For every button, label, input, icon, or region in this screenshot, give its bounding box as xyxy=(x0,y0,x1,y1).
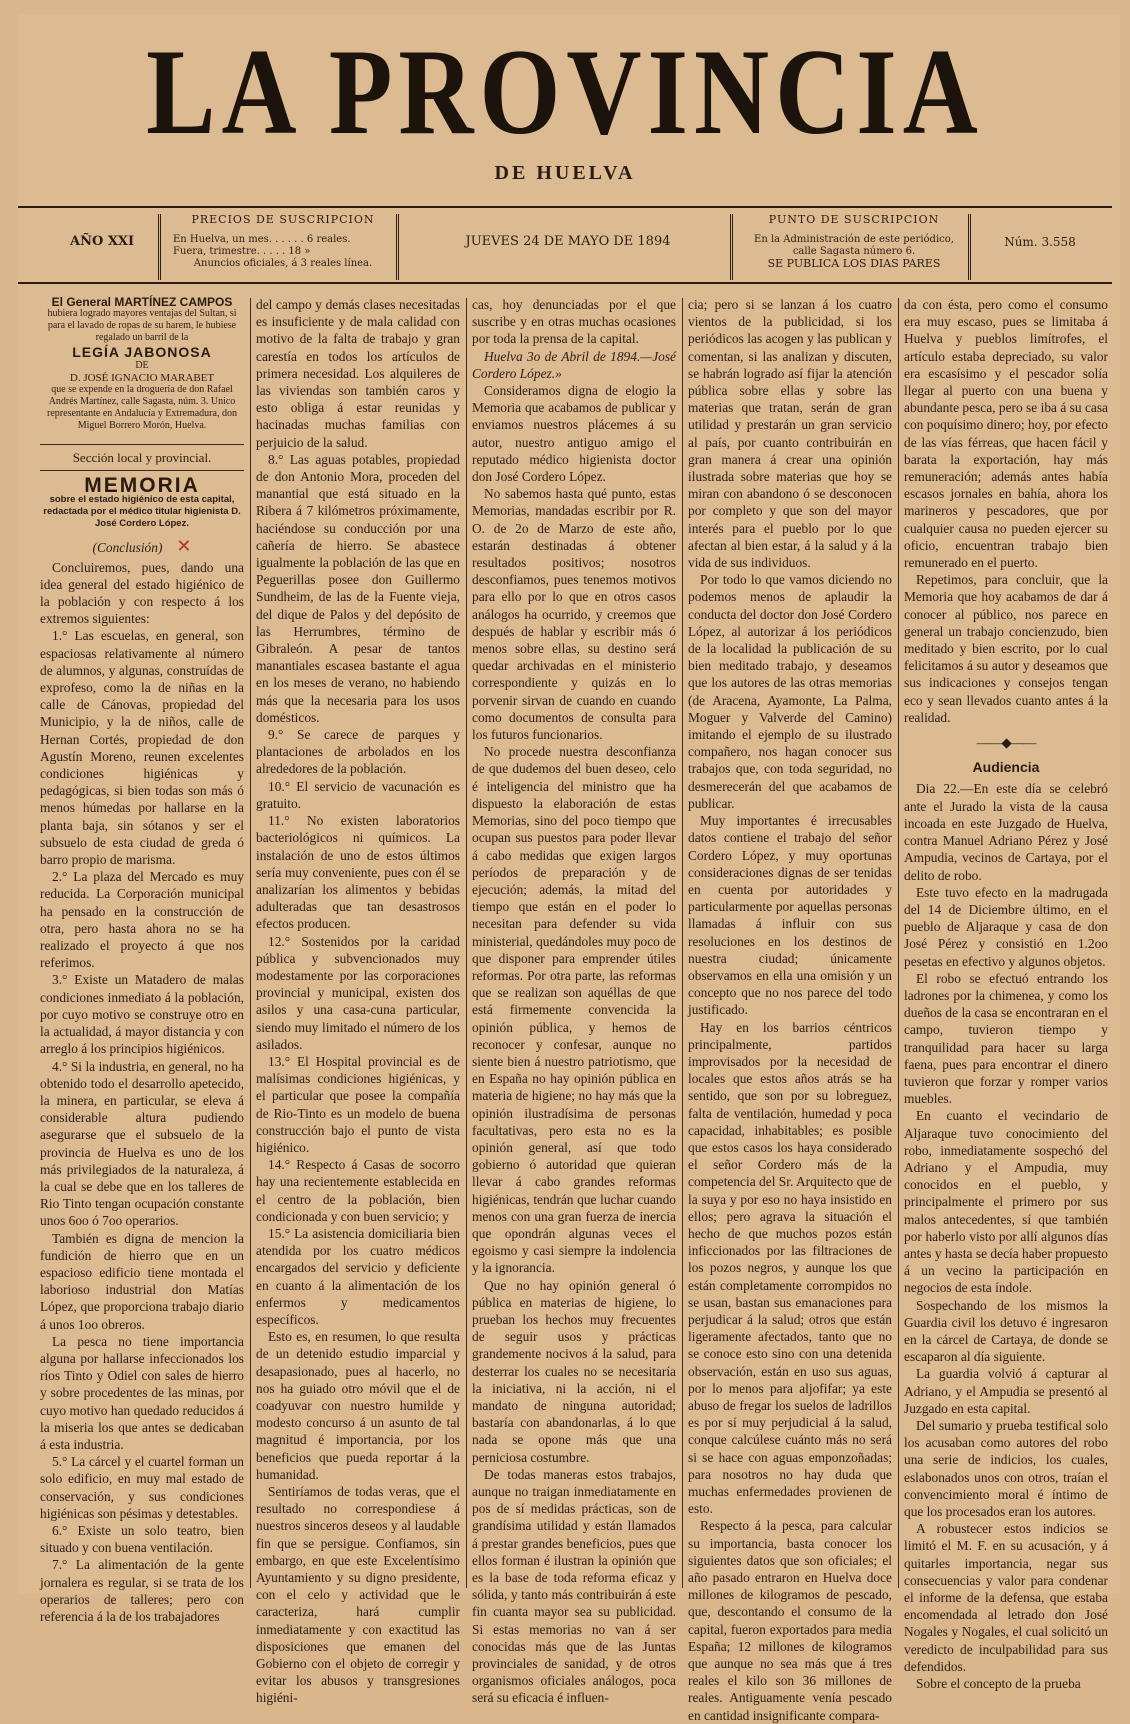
paragraph: cas, hoy denunciadas por el que suscribe y en otras muchas ocasiones por toda la prensa de la capital. xyxy=(472,297,676,347)
paragraph: No sabemos hasta qué punto, estas Memorias, mandadas escribir por R. O. de 2o de Marzo de este año, estarán destinadas á obtener resultados positivos; nosotros desconfiamos, pues tenemos motivos para ello por lo que en otros casos análogos ha ocurrido, y creemos que después de hablar y escribir más ó menos sobre ellas, su destino será quedar archivadas en el ministerio correspondiente y quizás en lo porvenir sirvan de cuando en cuando como documentos de consulta para los futuros funcionarios. xyxy=(472,486,676,743)
paragraph: De todas maneras estos trabajos, aunque no traigan inmediatamente en pos de sí medidas prácticas, son de grandísima utilidad y están llamados á prestar grandes beneficios, pues que ellos forman é ilustran la opinión que es la base de toda reforma eficaz y sólida, y tanto más contribuirán á este fin cuanta mayor sea su publicidad. Si estas memorias no van á ser conocidas más que de las Juntas provinciales de sanidad, y de otros organismos oficiales análogos, poca será su eficacia é influen- xyxy=(472,1466,676,1706)
paragraph: cia; pero si se lanzan á los cuatro vientos de la publicidad, si los periódicos las acogen y las publican y comentan, si las analizan y discuten, se habrán logrado así fijar la atención pública sobre ellas y sobre las materias que tratan, serán de gran utilidad y prestarán un gran servicio al país, por cuanto contribuirán en gran manera á crear una opinión ilustrada sobre materias que hoy se miran con abandono ó se desconocen por completo y que son del mayor interés para el pueblo por lo que afectan al bien estar, á la salud y á la vida de sus individuos. xyxy=(688,297,892,571)
paragraph: La pesca no tiene importancia alguna por hallarse infeccionados los ríos Tinto y Odiel con sales de hierro y sobre procedentes de las minas, por cuyo motivo han quedado reducidos á la miseria los que antes se dedicaban á esta industria. xyxy=(40,1333,244,1452)
subscription-bar xyxy=(18,210,1112,280)
top-rule xyxy=(18,206,1112,208)
paragraph: 13.° El Hospital provincial es de malísimas condiciones higiénicas, y el particular que posee la compañía de Rio-Tinto es un modelo de buena construcción bajo el punto de vista higiénico. xyxy=(256,1053,460,1155)
ad-text: hubiera logrado mayores ventajas del Sultan, si para el lavado de ropas de su harem, le hubiese regalado un barril de la xyxy=(47,308,237,343)
paragraph: Sospechando de los mismos la Guardia civil los detuvo é ingresaron en la cárcel de Cartaya, de donde se escaparon al día siguiente. xyxy=(904,1297,1108,1365)
ad-text: que se expende en la droguería de don Rafael Andrés Martínez, calle Sagasta, núm. 3. Unico representante en Andalucía y Extremadura, don Miguel Borrero Morón, Huelva. xyxy=(47,384,237,431)
column-divider xyxy=(682,298,683,1588)
ornament-divider-icon: ——◆—— xyxy=(976,735,1036,751)
paragraph: 2.° La plaza del Mercado es muy reducida. La Corporación municipal ha pensado en la construcción de otra, pero hasta ahora no se ha realizado el proyecto á que nos referimos. xyxy=(40,869,244,971)
column-2 xyxy=(256,296,460,1706)
paragraph: También es digna de mencion la fundición de hierro que en un espacioso edificio tiene montada el laborioso industrial don Matías López, que proporciona trabajo diario á unos 1oo obreros. xyxy=(40,1230,244,1332)
section-heading: Sección local y provincial. xyxy=(40,444,244,471)
paragraph: Respecto á la pesca, para calcular su importancia, basta conocer los siguientes datos que son oficiales; el año pasado entraron en Huelva doce millones de kilogramos de pescado, que, descontando el consumo de la capital, fueron exportados para media España; 12 millones de kilogramos que aunque no sea más que á tres reales el kilo son 36 millones de reales. Antiguamente venía pescado en cantidad insignificante compara- xyxy=(688,1518,892,1723)
paragraph: del campo y demás clases necesitadas es insuficiente y de mala calidad con motivo de la falta de trabajo y gran carestía en todos los artículos de primera necesidad. Los alquileres de las viviendas son también caros y esto obliga á estar reunidas y hacinadas muchas familias con perjuicio de la salud. xyxy=(256,297,460,450)
prices-line: Anuncios oficiales, á 3 reales línea. xyxy=(193,258,373,269)
column-4 xyxy=(688,296,892,1723)
article-title: MEMORIA xyxy=(84,474,200,498)
paragraph: Dia 22.—En este día se celebró ante el Jurado la vista de la causa incoada en este Juzgado de Huelva, contra Manuel Adriano Pérez y José Ampudia, vecinos de Cartaya, por el delito de robo. xyxy=(904,781,1108,883)
masthead-title: LA PROVINCIA xyxy=(146,24,984,161)
prices-box xyxy=(173,210,393,280)
point-box xyxy=(746,210,962,280)
ad-product: LEGÍA JABONOSA xyxy=(72,344,212,360)
year-label: AÑO XXI xyxy=(70,234,135,249)
prices-line: Fuera, trimestre. . . . . 18 » xyxy=(173,246,311,257)
conclusion-text: (Conclusión) xyxy=(92,540,163,556)
paragraph: 5.° La cárcel y el cuartel forman un solo edificio, en muy mal estado de conservación, y sus condiciones higiénicas son pésimas y detestables. xyxy=(40,1454,244,1521)
divider xyxy=(396,214,399,280)
published-days: SE PUBLICA LOS DIAS PARES xyxy=(767,257,941,270)
paragraph: Por todo lo que vamos diciendo no podemos menos de aplaudir la conducta del doctor don José Cordero López, al autorizar á los periódicos de la localidad la publicación de su bien meditado trabajo, y deseamos que los autores de las otras memorias (de Aracena, Ayamonte, La Palma, Moguer y Valverde del Camino) imitando el ejemplo de su ilustrado compañero, nos hagan conocer sus trabajos que, con toda seguridad, no desmerecerán del que acabamos de publicar. xyxy=(688,572,892,811)
point-line: calle Sagasta número 6. xyxy=(792,246,916,257)
paragraph: 9.° Se carece de parques y plantaciones de arbolados en los alrededores de la población. xyxy=(256,727,460,777)
paragraph: da con ésta, pero como el consumo era muy escaso, pues se limitaba á Huelva y pueblos limítrofes, el artículo estaba depreciado, su valor era escasísimo y el pescador solía llegar al puerto con una buena y abundante pesca, pero se iba á su casa con poquísimo dinero; hoy, por efecto de las vías férreas, que hacen fácil y barata la exportación, hay más remuneración; además antes había escasos jornales en bahía, ahora los marineros y pescadores, que por cualquier causa no pueden ejercer su oficio, encuentran trabajo bien remunerado en el puerto. xyxy=(904,297,1108,571)
paragraph: Esto es, en resumen, lo que resulta de un detenido estudio imparcial y desapasionado, pues al hacerlo, no nos ha guiado otro móvil que el de coadyuvar con nuestro humilde y modesto concurso á un asunto de tal magnitud é importancia, por los beneficios que pueda reportar á la humanidad. xyxy=(256,1329,460,1482)
divider xyxy=(158,214,161,280)
ad-maker: D. JOSÉ IGNACIO MARABET xyxy=(69,372,215,384)
signature-line: Huelva 3o de Abril de 1894.—José Cordero López.» xyxy=(472,348,676,381)
bottom-rule xyxy=(18,282,1112,284)
paragraph: 7.° La alimentación de la gente jornalera es regular, si se trata de los operarios de talleres; pero con referencia á la de los trabajadores xyxy=(40,1557,244,1624)
paragraph: 6.° Existe un solo teatro, bien situado y con buena ventilación. xyxy=(40,1522,244,1556)
column-divider xyxy=(898,298,899,1588)
paragraph: El robo se efectuó entrando los ladrones por la chimenea, y como los dueños de la casa se encontraran en el campo, tuvieron tiempo y tranquilidad para hacer su larga faena, pues para encontrar el dinero tuvieron que forzar y romper varios muebles. xyxy=(904,970,1108,1107)
paragraph: Concluiremos, pues, dando una idea general del estado higiénico de la población y con respecto á los extremos siguientes: xyxy=(40,559,244,627)
paragraph: 8.° Las aguas potables, propiedad de don Antonio Mora, proceden del manantial que está situado en la Ribera á 7 kilómetros próximamente, haciéndose su conducción por una cañería de hierro. Se abastece igualmente la población de las que en Peguerillas posee don Guillermo Sundheim, de las de la Fuente vieja, del dique de Palos y del depósito de las Herrumbres, término de Gibraleón. A pesar de tantos manantiales escasea bastante el agua en los meses de verano, no habiendo más que la necesaria para los usos domésticos. xyxy=(256,451,460,725)
paragraph: Sobre el concepto de la prueba xyxy=(916,1676,1081,1692)
issue-date: JUEVES 24 DE MAYO DE 1894 xyxy=(465,234,671,249)
paragraph: 1.° Las escuelas, en general, son espaciosas relativamente al número de alumnos, y algunas, construídas de exprofeso, como la de niñas en la calle de Cánovas, propiedad del Municipio, y la de niños, calle de Hernan Cortés, propiedad de don Agustín Moreno, reunen excelentes condiciones higiénicas y pedagógicas, si bien todas son más ó menos húmedas por hallarse en la planta baja, sin sótanos y ser el subsuelo de esta ciudad de greda ó barro propio de marisma. xyxy=(40,628,244,868)
paragraph: Hay en los barrios céntricos principalmente, partidos improvisados por la necesidad de locales que estos años atrás se ha sentido, que son por su lobreguez, falta de ventilación, humedad y poca capacidad, inhabitables; es posible que estos casos los haya considerado el señor Cordero más de la competencia del Sr. Arquitecto que de la suya y por eso no haya insistido en ellos; pero agrava la situación el hecho de que muchos pozos están inficcionados por las filtraciones de los pozos negros, y aunque los que están completamente corrompidos no se usan, bastan sus emanaciones para perjudicar á la salud; otros que están ligeramente afectados, tanto que no se conoce esto sino con una detenida observación, están en uso sus aguas, por lo menos para aljofifar; ya este abuso de fregar los suelos de ladrillos es por sí muy perjudicial á la salud, conque calcúlese cuánto más no será si se hace con aguas emponzoñadas; para nosotros no hay duda que muchas enfermedades provienen de esto. xyxy=(688,1019,892,1517)
paragraph: 4.° Si la industria, en general, no ha obtenido todo el desarrollo apetecido, la minera, en particular, se eleva á considerable altura pudiendo asegurarse que el subsuelo de la provincia de Huelva es uno de los más privilegiados de la naturaleza, á la cual se debe que en los talleres de Rio Tinto tengan ocupación constante unos 6oo ó 7oo operarios. xyxy=(40,1058,244,1229)
point-title: PUNTO DE SUSCRIPCION xyxy=(768,213,940,226)
column-divider xyxy=(466,298,467,1588)
ad-de: DE xyxy=(135,360,149,371)
paragraph: A robustecer estos indicios se limitó el M. F. en su acusación, y á quitarles importancia, negar sus consecuencias y valor para condenar el informe de la defensa, que estaba encomendada al letrado don José Nogales y Nogales, el cual solicitó un veredicto de inculpabilidad para sus defendidos. xyxy=(904,1521,1108,1674)
article-subtitle: sobre el estado higiénico de esta capital, redactada por el médico titular higienista D. José Cordero López. xyxy=(43,494,241,530)
paragraph: Sentiríamos de todas veras, que el resultado no correspondiese á nuestros sinceros deseos y al laudable fin que se persigue. Confiamos, sin embargo, en que este Excelentísimo Ayuntamiento y su digno presidente, con el celo y actividad que le caracteriza, hará cumplir inmediatamente y con exactitud las disposiciones que emanen del Gobierno con el objeto de corregir y evitar los abusos y transgresiones higiéni- xyxy=(256,1484,460,1706)
paragraph: Que no hay opinión general ó pública en materias de higiene, lo prueban los hechos muy frecuentes de seguir usos y prácticas grandemente nocivos á la salud, para desterrar los cuales no se necesitaría la iniciativa, ni la acción, ni el mandato de ninguna autoridad; bastaría con abandonarlas, á lo que nada se opone más que una perniciosa costumbre. xyxy=(472,1277,676,1465)
paragraph: 11.° No existen laboratorios bacteriológicos ni químicos. La instalación de uno de estos últimos sería muy conveniente, pues con él se analizarían los alimentos y bebidas adulteradas que tan desastrosos efectos producen. xyxy=(256,813,460,932)
paragraph: La guardia volvió á capturar al Adriano, y el Ampudia se presentó al Juzgado en esta capital. xyxy=(904,1366,1108,1416)
paragraph: 12.° Sostenidos por la caridad pública y subvencionados muy modestamente por las corporaciones provincial y municipal, existen dos asilos y una casa-cuna particular, siendo muy limitado el número de los asilados. xyxy=(256,933,460,1052)
conclusion-label xyxy=(40,538,244,556)
divider xyxy=(968,214,971,280)
column-divider xyxy=(250,298,251,1588)
paragraph: En cuanto el vecindario de Aljaraque tuvo conocimiento del robo, inmediatamente sospechó del Adriano y el Ampudia, muy conocidos en el pueblo, y principalmente el primero por sus malos antecedentes, sí que también por haberlo visto por allí algunos días antes y hasta se decía haber propuesto á un vecino la participación en negocios de esta índole. xyxy=(904,1108,1108,1296)
point-line: En la Administración de este periódico, xyxy=(754,234,954,245)
advertisement xyxy=(40,296,244,432)
article-columns xyxy=(40,295,1118,1723)
paragraph: Consideramos digna de elogio la Memoria que acabamos de publicar y enviamos nuestros plácemes á su autor, nuestro antiguo amigo el reputado médico higienista doctor don José Cordero López. xyxy=(472,383,676,485)
ad-headline: El General MARTÍNEZ CAMPOS xyxy=(51,295,233,309)
masthead-subtitle: DE HUELVA xyxy=(494,162,636,184)
column-1 xyxy=(40,295,244,1624)
paragraph: Este tuvo efecto en la madrugada del 14 de Diciembre último, en el pueblo de Aljaraque y casa de don José Pérez y consistió en 1.2oo pesetas en efectivo y algunos objetos. xyxy=(904,884,1108,969)
paragraph: 15.° La asistencia domiciliaria bien atendida por los cuatro médicos encargados del servicio y deficiente en cuanto á la alimentación de los enfermos y medicamentos específicos. xyxy=(256,1225,460,1327)
section-title: Audiencia xyxy=(972,759,1040,776)
column-5 xyxy=(904,296,1108,1692)
red-cross-mark-icon: ✕ xyxy=(176,536,192,557)
paragraph: Repetimos, para concluir, que la Memoria que hoy acabamos de dar á conocer al público, nos parece en general un trabajo concienzudo, bien meditado y bien escrito, por lo cual felicitamos á su autor y deseamos que sus indicaciones y consejos tengan eco y sean llevados cuanto antes á la realidad. xyxy=(904,572,1108,725)
issue-number: Núm. 3.558 xyxy=(1004,235,1076,249)
paragraph: Muy importantes é irrecusables datos contiene el trabajo del señor Cordero López, y muy oportunas consideraciones dignas de ser tenidas en cuenta por autoridades y particularmente por aquellas personas llamadas á influir con sus resoluciones en los destinos de nuestra ciudad; únicamente observamos en ella una omisión y un concepto que no nos parece del todo justificado. xyxy=(688,813,892,1018)
prices-title: PRECIOS DE SUSCRIPCION xyxy=(191,213,375,226)
paragraph: Del sumario y prueba testifical solo los acusaban como autores del robo una serie de indicios, los cuales, eslabonados unos con otros, traían el convencimiento moral é íntimo de que los procesados eran los autores. xyxy=(904,1418,1108,1520)
paragraph: No procede nuestra desconfianza de que dudemos del buen deseo, celo é inteligencia del ministro que ha dispuesto la elaboración de estas Memorias, sino del poco tiempo que ocupan sus puestos para poder llevar á cabo medidas que exigen largos períodos de preparación y de ejecución; además, la mitad del tiempo que están en el poder lo necesitan para defender su vida ministerial, quedándoles muy poco de que disponer para emprender útiles reformas. Por otra parte, las reformas que se realizan son aquéllas de que está firmemente convencida la opinión pública, y hemos de reconocer y confesar, aunque no siente bien á nuestro patriotismo, que en España no hay opinión pública en materia de higiene; no hay más que la opinión ilustradísima de personas facultativas, pero esta no es la opinión general, así que todo gobierno ó autoridad que quieran llevar á cabo grandes reformas higiénicas, tendrán que luchar cuando menos con una gran fuerza de inercia que opondrán algunas veces el egoismo y casi siempre la indolencia y la ignorancia. xyxy=(472,744,676,1276)
prices-line: En Huelva, un mes. . . . . . 6 reales. xyxy=(173,234,351,245)
paragraph: 14.° Respecto á Casas de socorro hay una recientemente establecida en el centro de la población, bien condicionada y con buen servicio; y xyxy=(256,1157,460,1224)
paragraph: 10.° El servicio de vacunación es gratuito. xyxy=(256,778,460,811)
column-3 xyxy=(472,296,676,1706)
divider xyxy=(730,214,733,280)
paragraph: 3.° Existe un Matadero de malas condiciones inmediato á la población, por cuyo motivo se construye otro en la actualidad, á mayor distancia y con arreglo á los principios higiénicos. xyxy=(40,972,244,1057)
